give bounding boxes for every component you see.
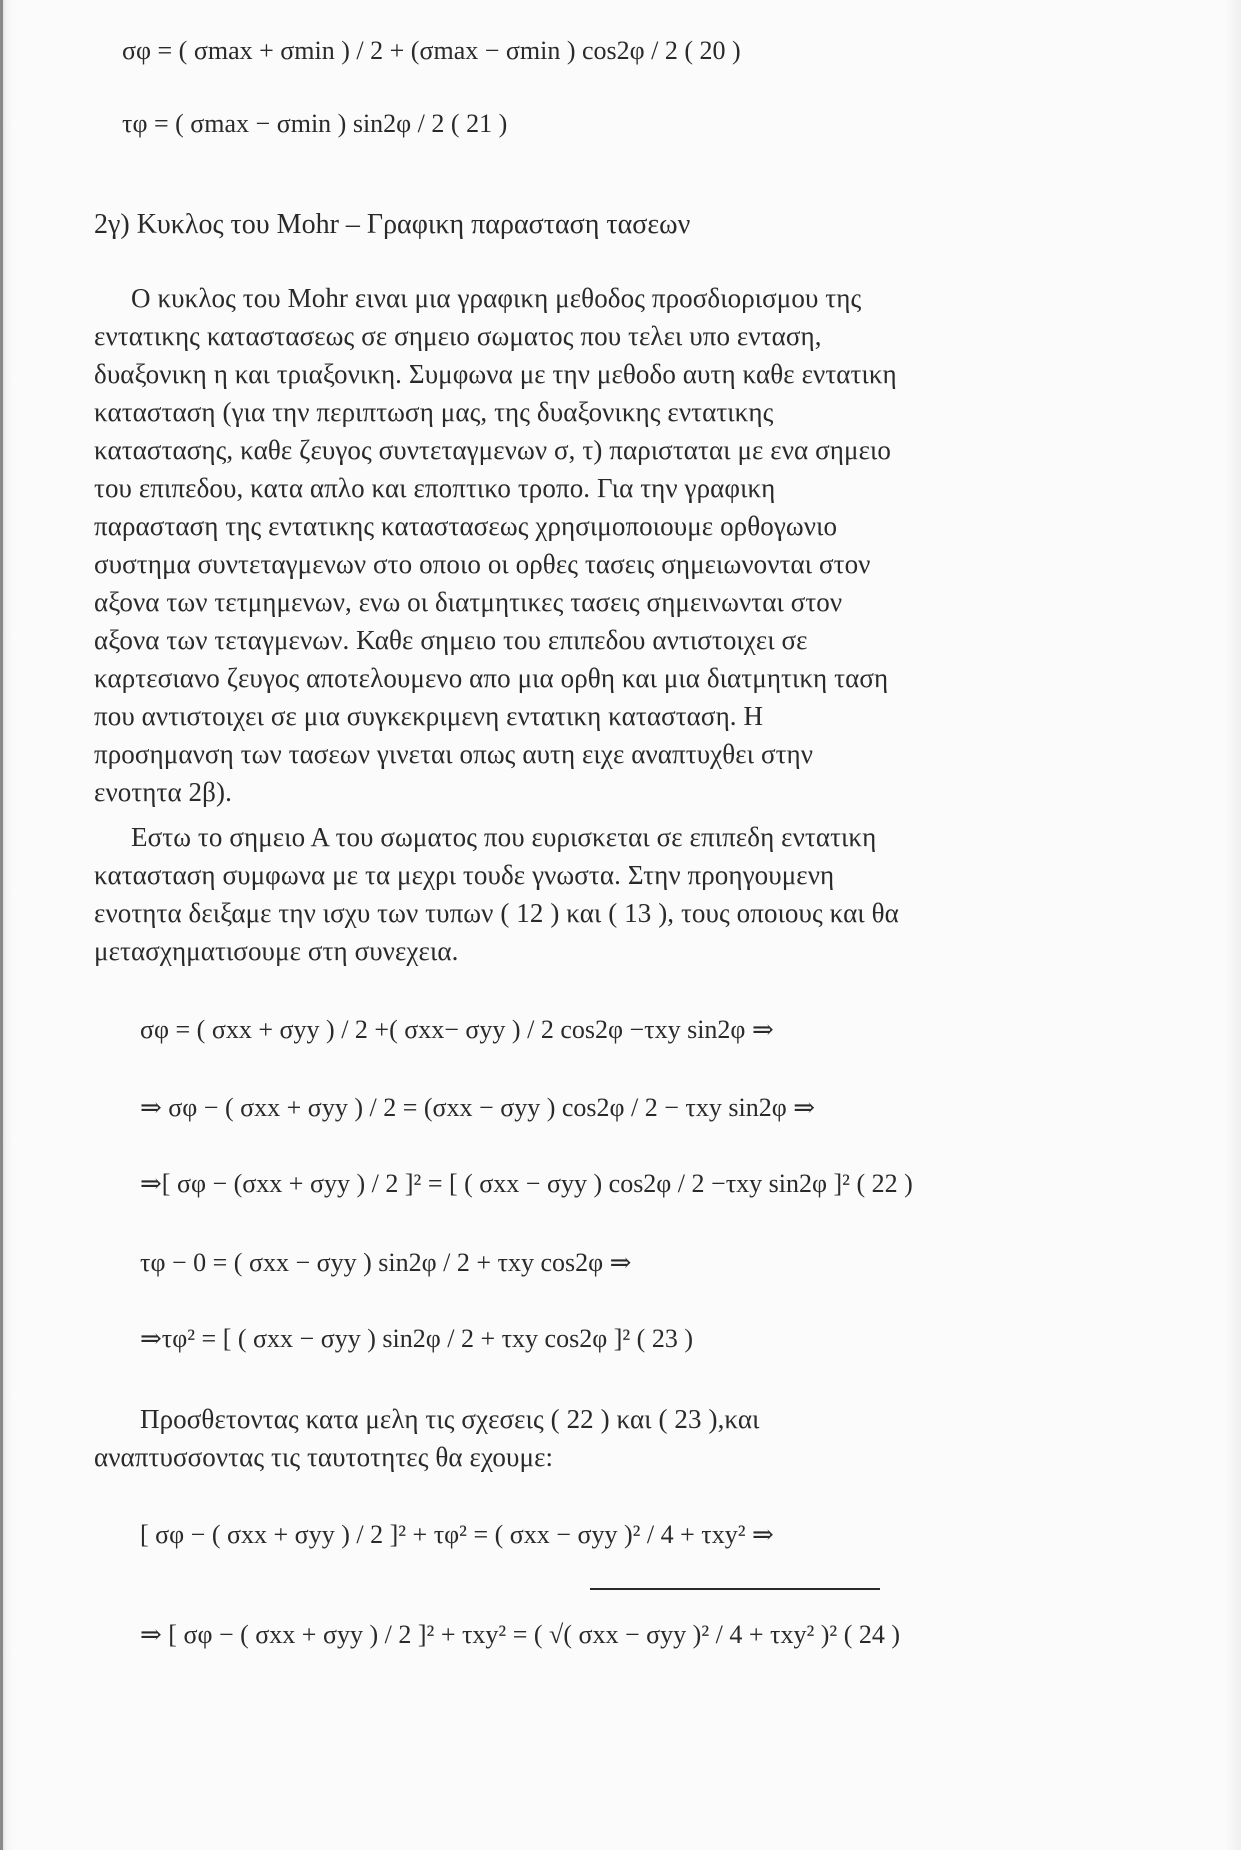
- text-line: Ο κυκλος του Mohr ειναι μια γραφικη μεθοδος προσδιορισμου της: [131, 283, 862, 313]
- text-line: συστημα συντεταγμενων στο οποιο οι ορθες τασεις σημειωνονται στον: [94, 549, 871, 579]
- final-equation-line-1: [ σφ − ( σxx + σyy ) / 2 ]² + τφ² = ( σxx − σyy )² / 4 + τxy² ⇒: [140, 1520, 774, 1549]
- text-line: αξονα των τετμημενων, ενω οι διατμητικες τασεις σημεινωνται στον: [94, 587, 843, 617]
- page-edge: [0, 0, 3, 1850]
- text-line: του επιπεδου, κατα απλο και εποπτικο τροπο. Για την γραφικη: [94, 473, 776, 503]
- text-line: καρτεσιανο ζευγος αποτελουμενο απο μια ορθη και μια διατμητικη ταση: [94, 663, 889, 693]
- text-line: κατασταση συμφωνα με τα μεχρι τουδε γνωστα. Στην προηγουμενη: [94, 860, 835, 890]
- derivation-line-4: τφ − 0 = ( σxx − σyy ) sin2φ / 2 + τxy cos2φ ⇒: [140, 1248, 632, 1277]
- text-line: καταστασης, καθε ζευγος συντεταγμενων σ, τ) παρισταται με ενα σημειο: [94, 435, 891, 465]
- text-line: ενοτητα 2β).: [94, 777, 232, 807]
- derivation-line-2: ⇒ σφ − ( σxx + σyy ) / 2 = (σxx − σyy ) cos2φ / 2 − τxy sin2φ ⇒: [140, 1093, 816, 1122]
- text-line: μετασχηματισουμε στη συνεχεια.: [94, 936, 459, 966]
- text-line: ενοτητα δειξαμε την ισχυ των τυπων ( 12 ) και ( 13 ), τους οποιους και θα: [94, 898, 899, 928]
- text-line: αξονα των τεταγμενων. Καθε σημειο του επιπεδου αντιστοιχει σε: [94, 625, 808, 655]
- text-line: Εστω το σημειο Α του σωματος που ευρισκεται σε επιπεδη εντατικη: [131, 822, 877, 852]
- square-root-bar: [590, 1588, 880, 1590]
- text-line: παρασταση της εντατικης καταστασεως χρησιμοποιουμε ορθογωνιο: [94, 511, 838, 541]
- section-heading: 2γ) Κυκλος του Mohr – Γραφικη παρασταση τασεων: [94, 209, 691, 240]
- text-line: προσημανση των τασεων γινεται οπως αυτη ειχε αναπτυχθει στην: [94, 739, 814, 769]
- equation-21: τφ = ( σmax − σmin ) sin2φ / 2 ( 21 ): [122, 109, 508, 138]
- text-line: που αντιστοιχει σε μια συγκεκριμενη εντατικη κατασταση. Η: [94, 701, 764, 731]
- equation-23: ⇒τφ² = [ ( σxx − σyy ) sin2φ / 2 + τxy cos2φ ]² ( 23 ): [140, 1324, 693, 1353]
- text-line: Προσθετοντας κατα μελη τις σχεσεις ( 22 ) και ( 23 ),και: [140, 1404, 760, 1434]
- text-line: κατασταση (για την περιπτωση μας, της δυαξονικης εντατικης: [94, 397, 774, 427]
- text-line: δυαξονικη η και τριαξονικη. Συμφωνα με την μεθοδο αυτη καθε εντατικη: [94, 359, 897, 389]
- text-line: εντατικης καταστασεως σε σημειο σωματος που τελει υπο ενταση,: [94, 321, 822, 351]
- equation-20: σφ = ( σmax + σmin ) / 2 + (σmax − σmin ) cos2φ / 2 ( 20 ): [122, 36, 741, 65]
- derivation-line-1: σφ = ( σxx + σyy ) / 2 +( σxx− σyy ) / 2 cos2φ −τxy sin2φ ⇒: [140, 1015, 774, 1044]
- text-line: αναπτυσσοντας τις ταυτοτητες θα εχουμε:: [94, 1442, 554, 1472]
- equation-24: ⇒ [ σφ − ( σxx + σyy ) / 2 ]² + τxy² = ( √( σxx − σyy )² / 4 + τxy² )² ( 24 ): [140, 1620, 901, 1649]
- equation-22: ⇒[ σφ − (σxx + σyy ) / 2 ]² = [ ( σxx − σyy ) cos2φ / 2 −τxy sin2φ ]² ( 22 ): [140, 1169, 913, 1198]
